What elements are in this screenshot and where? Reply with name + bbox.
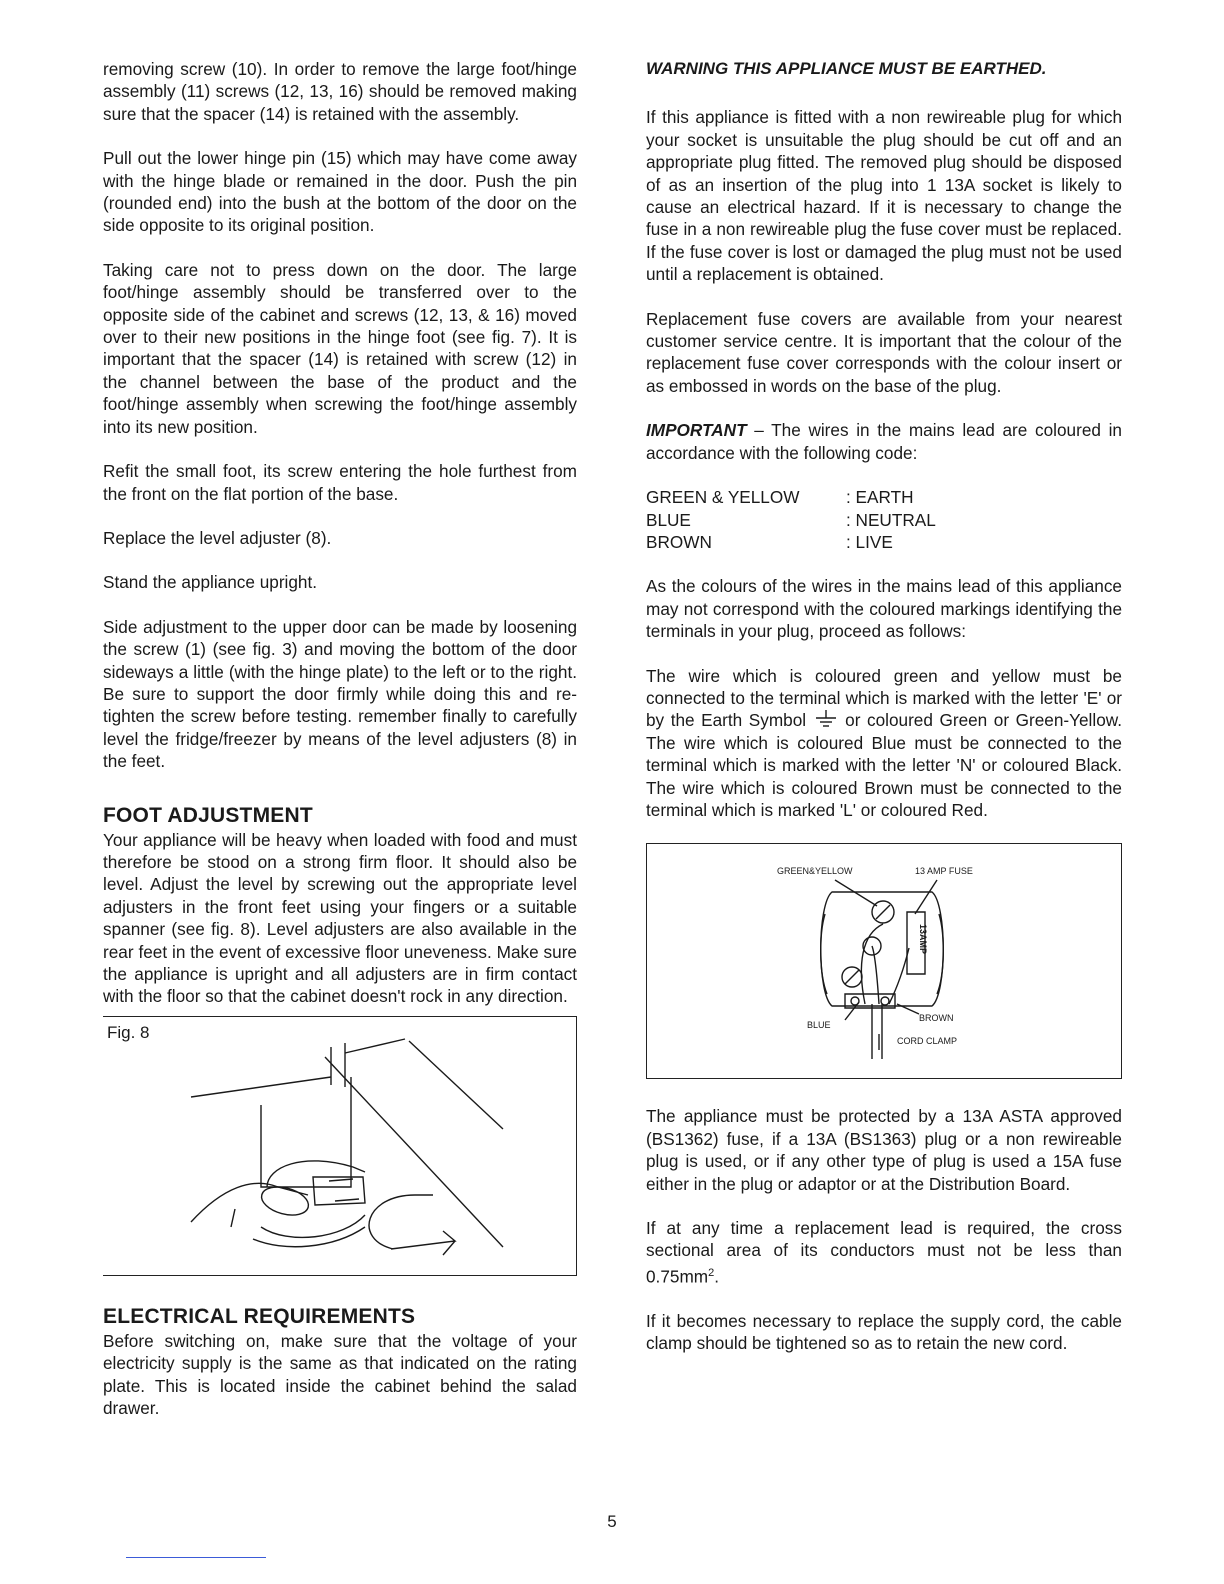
paragraph-stand-upright: Stand the appliance upright. xyxy=(103,572,318,593)
plug-wiring-diagram xyxy=(646,843,1122,1079)
code-meaning: : LIVE xyxy=(846,531,893,552)
code-colour: GREEN & YELLOW xyxy=(646,487,800,508)
paragraph-hinge-pin: Pull out the lower hinge pin (15) which may have come away with the hinge blade or remained in the door. Push the pin (rounded end) into the bush at the bottom of the door on the side opposite to its original position. xyxy=(103,148,577,236)
fuse-label: 13AMP xyxy=(918,924,928,955)
code-colour: BROWN xyxy=(646,531,712,552)
paragraph-wiring-instructions xyxy=(646,665,1122,822)
left-column xyxy=(103,58,577,1441)
lead-text-sup: 2 xyxy=(708,1266,715,1279)
paragraph-replacement-lead xyxy=(646,1217,1122,1288)
code-meaning: : EARTH xyxy=(846,487,914,508)
code-row xyxy=(646,509,1122,531)
code-colour: BLUE xyxy=(646,509,691,530)
bottom-rule xyxy=(126,1557,266,1558)
label-fuse: 13 AMP FUSE xyxy=(915,866,973,877)
wire-colour-codes xyxy=(646,486,1122,553)
plug-illustration xyxy=(647,844,1123,1078)
paragraph-colours-differ: As the colours of the wires in the mains lead of this appliance may not correspond with the coloured markings identifying the terminals in your plug, proceed as follows: xyxy=(646,576,1122,642)
page-number: 5 xyxy=(607,1512,617,1531)
figure-8 xyxy=(103,1016,577,1276)
paragraph-important xyxy=(646,419,1122,464)
lead-text-a: If at any time a replacement lead is required, the cross sectional area of its conductors must not be less than 0.75mm xyxy=(646,1218,1122,1287)
code-row xyxy=(646,531,1122,553)
paragraph-voltage: Before switching on, make sure that the voltage of your electricity supply is the same as that indicated on the rating plate. This is located inside the cabinet behind the salad drawer. xyxy=(103,1330,577,1419)
code-meaning: : NEUTRAL xyxy=(846,509,936,530)
paragraph-side-adjustment: Side adjustment to the upper door can be made by loosening the screw (1) (see fig. 3) and moving the bottom of the door sideways a little (with the hinge plate) to the left or to the right. Be sure to support the door firmly while doing this and re-tighten the screw before testing. remember finally to carefully level the fridge/freezer by means of the level adjusters (8) in the feet. xyxy=(103,616,577,772)
paragraph-supply-cord: If it becomes necessary to replace the supply cord, the cable clamp should be tightened so as to retain the new cord. xyxy=(646,1310,1122,1354)
important-text: – The wires in the mains lead are coloured in accordance with the following code: xyxy=(646,420,1122,463)
foot-adjustment-heading: FOOT ADJUSTMENT xyxy=(103,803,313,827)
paragraph-transfer-foot: Taking care not to press down on the door. The large foot/hinge assembly should be transferred over to the opposite side of the cabinet and screws (12, 13, & 16) moved over to their new positions in the hinge foot (see fig. 7). It is important that the spacer (14) is retained with screw (12) in the channel between the base of the product and the foot/hinge assembly when screwing the foot/hinge assembly into its new position. xyxy=(103,259,577,437)
figure-8-label: Fig. 8 xyxy=(107,1022,150,1042)
label-green-yellow: GREEN&YELLOW xyxy=(777,866,853,877)
paragraph-foot-adjustment: Your appliance will be heavy when loaded with food and must therefore be stood on a strong firm floor. It should also be level. Adjust the level by screwing out the appropriate level adjusters in the front feet using your fingers or a suitable spanner (see fig. 8). Level adjusters are also available in the rear feet in the event of excessive floor uneveness. Make sure the appliance is upright and all adjusters are in firm contact with the floor so that the cabinet doesn't rock in any direction. xyxy=(103,829,577,1007)
electrical-requirements-heading: ELECTRICAL REQUIREMENTS xyxy=(103,1304,416,1328)
right-column xyxy=(646,58,1122,1377)
earth-warning: WARNING THIS APPLIANCE MUST BE EARTHED. xyxy=(646,59,1047,78)
important-label: IMPORTANT xyxy=(646,420,747,441)
paragraph-non-rewireable-plug: If this appliance is fitted with a non rewireable plug for which your socket is unsuitable the plug should be cut off and an appropriate plug fitted. The removed plug should be disposed of as an insertion of the plug into 1 13A socket is likely to cause an electrical hazard. If it is necessary to change the fuse in a non rewireable plug the fuse cover must be replaced. If the fuse cover is lost or damaged the plug must not be used until a replacement is obtained. xyxy=(646,107,1122,285)
paragraph-fuse-protection: The appliance must be protected by a 13A ASTA approved (BS1362) fuse, if a 13A (BS1363) plug or a non rewireable plug is used, or if any other type of plug is used a 15A fuse either in the plug or adaptor or at the Distribution Board. xyxy=(646,1106,1122,1194)
wiring-text-b: or coloured Green or Green-Yellow. The wire which is coloured Blue must be connected to the terminal which is marked with the letter 'N' or coloured Black. The wire which is coloured Brown must be connected to the terminal which is marked 'L' or coloured Red. xyxy=(646,710,1122,820)
paragraph-refit-foot: Refit the small foot, its screw entering the hole furthest from the front on the flat portion of the base. xyxy=(103,461,577,504)
label-blue: BLUE xyxy=(807,1020,831,1031)
code-row xyxy=(646,486,1122,508)
paragraph-replace-adjuster: Replace the level adjuster (8). xyxy=(103,527,332,548)
label-brown: BROWN xyxy=(919,1013,954,1024)
paragraph-hinge-screws: removing screw (10). In order to remove the large foot/hinge assembly (11) screws (12, 13, 16) should be removed making sure that the spacer (14) is retained with the assembly. xyxy=(103,59,577,124)
foot-adjust-illustration xyxy=(103,1017,577,1275)
lead-text-b: . xyxy=(714,1266,719,1287)
label-cord-clamp: CORD CLAMP xyxy=(897,1036,958,1047)
wiring-text-a: The wire which is coloured green and yellow must be connected to the terminal which is marked with the letter 'E' or by the Earth Symbol xyxy=(646,665,1122,731)
paragraph-fuse-covers: Replacement fuse covers are available from your nearest customer service centre. It is important that the colour of the replacement fuse cover corresponds with the colour insert or as embossed in words on the base of the plug. xyxy=(646,308,1122,396)
earth-symbol-icon xyxy=(813,710,839,728)
